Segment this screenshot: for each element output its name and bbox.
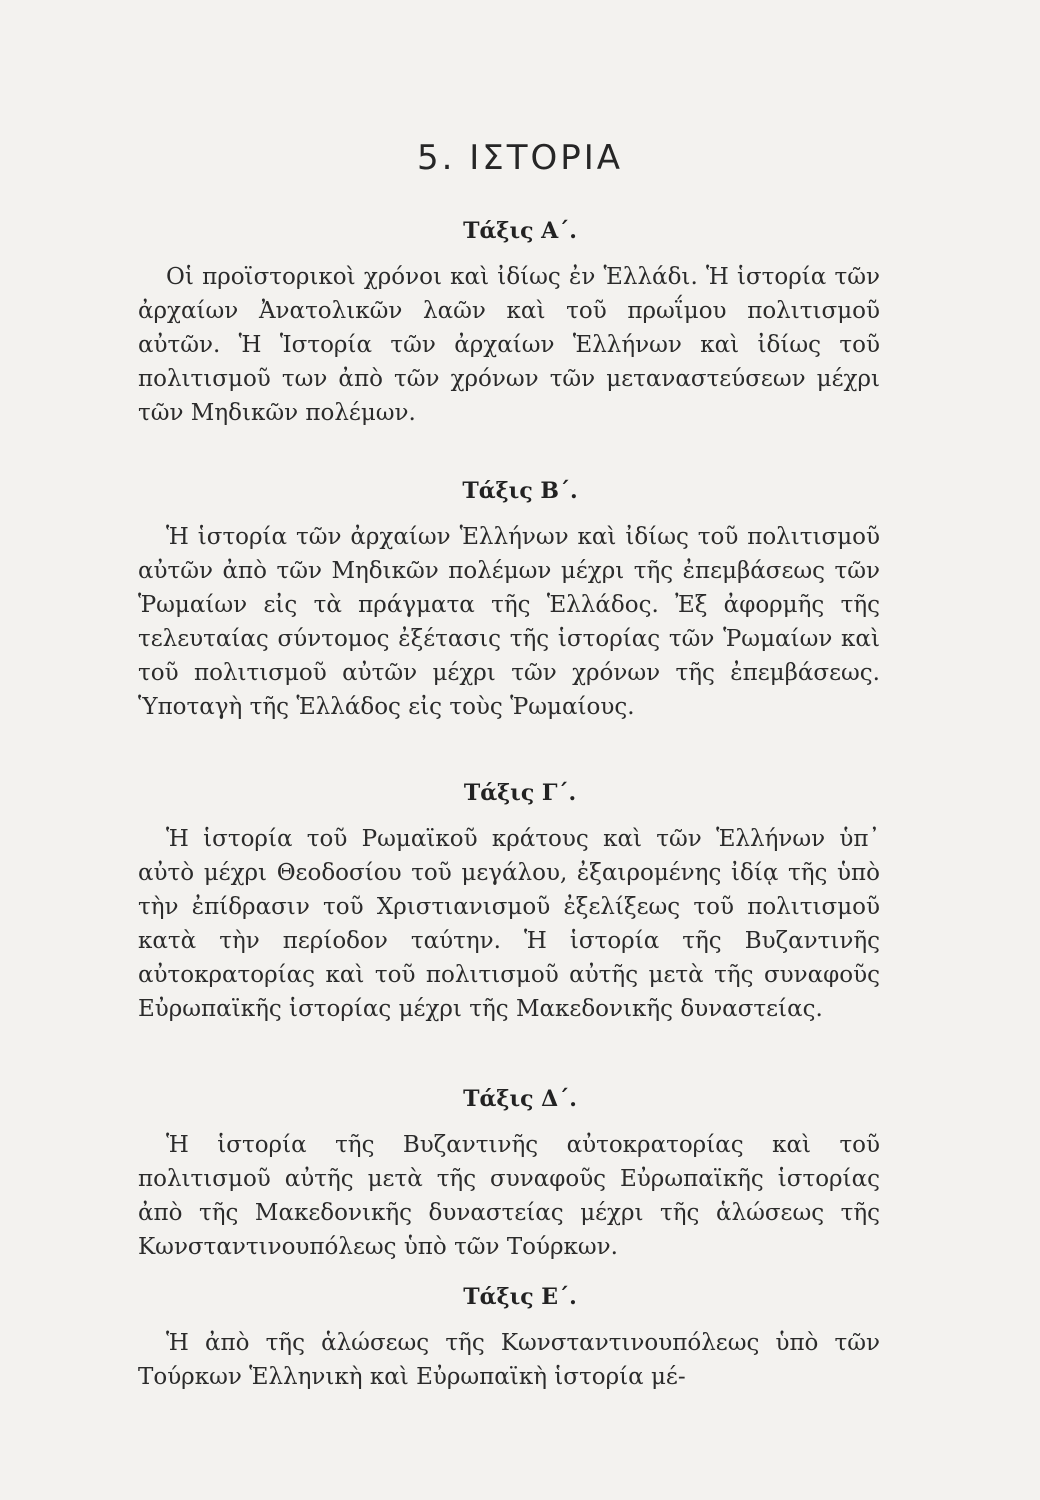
section-heading-e: Τάξις Ε΄. — [463, 1284, 577, 1310]
section-text-a: Οἱ προϊστορικοὶ χρόνοι καὶ ἰδίως ἐν Ἑλλάδι. Ἡ ἱστορία τῶν ἀρχαίων Ἀνατολικῶν λαῶν καὶ τοῦ πρωΐμου πολιτισμοῦ αὐτῶν. Ἡ Ἱστορία τῶν ἀρχαίων Ἑλλήνων καὶ ἰδίως τοῦ πολιτισμοῦ των ἀπὸ τῶν χρόνων τῶν μεταναστεύσεων μέχρι τῶν Μηδικῶν πολέμων. — [138, 264, 880, 426]
section-heading-a: Τάξις Α΄. — [463, 218, 577, 244]
section-text-b: Ἡ ἱστορία τῶν ἀρχαίων Ἑλλήνων καὶ ἰδίως τοῦ πολιτισμοῦ αὐτῶν ἀπὸ τῶν Μηδικῶν πολέμων μέχρι τῆς ἐπεμβάσεως τῶν Ῥωμαίων εἰς τὰ πράγματα τῆς Ἑλλάδος. Ἐξ ἀφορμῆς τῆς τελευταίας σύντομος ἐξέτασις τῆς ἱστορίας τῶν Ῥωμαίων καὶ τοῦ πολιτισμοῦ αὐτῶν μέχρι τῶν χρόνων τῆς ἐπεμβάσεως. Ὑποταγὴ τῆς Ἑλλάδος εἰς τοὺς Ῥωμαίους. — [138, 524, 880, 720]
section-text-d: Ἡ ἱστορία τῆς Βυζαντινῆς αὐτοκρατορίας καὶ τοῦ πολιτισμοῦ αὐτῆς μετὰ τῆς συναφοῦς Εὐρωπαϊκῆς ἱστορίας ἀπὸ τῆς Μακεδονικῆς δυναστείας μέχρι τῆς ἁλώσεως τῆς Κωνσταντινουπόλεως ὑπὸ τῶν Τούρκων. — [138, 1132, 880, 1260]
section-text-c: Ἡ ἱστορία τοῦ Ρωμαϊκοῦ κράτους καὶ τῶν Ἑλλήνων ὑπ᾿ αὐτὸ μέχρι Θεοδοσίου τοῦ μεγάλου, ἐξαιρομένης ἰδίᾳ τῆς ὑπὸ τὴν ἐπίδρασιν τοῦ Χριστιανισμοῦ ἐξελίξεως τοῦ πολιτισμοῦ κατὰ τὴν περίοδον ταύτην. Ἡ ἱστορία τῆς Βυζαντινῆς αὐτοκρατορίας καὶ τοῦ πολιτισμοῦ αὐτῆς μετὰ τῆς συναφοῦς Εὐρωπαϊκῆς ἱστορίας μέχρι τῆς Μακεδονικῆς δυναστείας. — [138, 826, 880, 1022]
chapter-title: 5. ΙΣΤΟΡΙΑ — [416, 138, 624, 178]
section-heading-c: Τάξις Γ΄. — [463, 780, 577, 806]
section-heading-d: Τάξις Δ΄. — [463, 1086, 577, 1112]
section-text-e: Ἡ ἀπὸ τῆς ἁλώσεως τῆς Κωνσταντινουπόλεως ὑπὸ τῶν Τούρκων Ἑλληνικὴ καὶ Εὐρωπαϊκὴ ἱστορία μέ- — [138, 1330, 880, 1390]
section-heading-b: Τάξις Β΄. — [462, 478, 578, 504]
